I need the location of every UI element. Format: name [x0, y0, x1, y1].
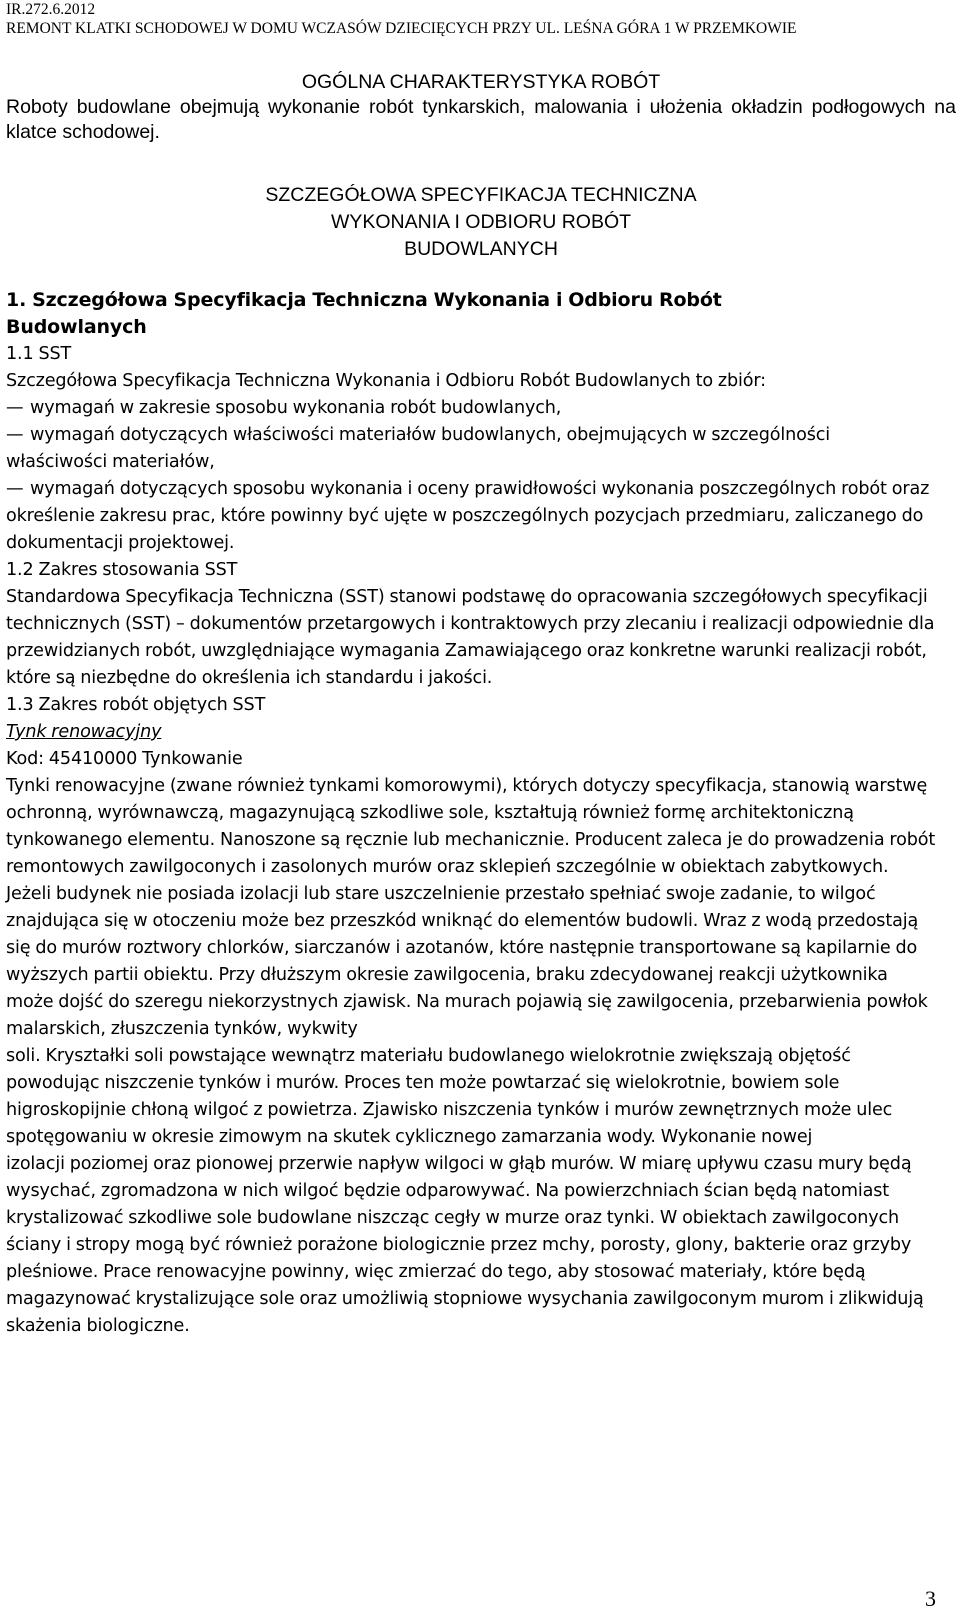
page-number: 3 — [925, 1586, 936, 1611]
requirement-text: wymagań w zakresie sposobu wykonania robót budowlanych, — [30, 398, 562, 418]
section-1-heading: 1. Szczegółowa Specyfikacja Techniczna Wykonania i Odbioru Robót Budowlanych — [6, 289, 722, 338]
project-title: REMONT KLATKI SCHODOWEJ W DOMU WCZASÓW DZIECIĘCYCH PRZY UL. LEŚNA GÓRA 1 W PRZEMKOWIE — [6, 20, 797, 37]
requirement-item — [6, 476, 936, 557]
dash-marker: — — [6, 425, 24, 445]
requirement-text: wymagań dotyczących właściwości materiałów budowlanych, obejmujących w szczególności właściwości materiałów, — [6, 425, 830, 472]
subsection-1-2-title: 1.2 Zakres stosowania SST — [6, 560, 238, 580]
dash-marker: — — [6, 398, 24, 418]
paragraph-1: Tynki renowacyjne (zwane również tynkami komorowymi), których dotyczy specyfikacja, stanowią warstwę ochronną, wyrównawczą, magazynującą szkodliwe sole, kształtują również formę architektoniczną tynkowanego elementu. Nanoszone są ręcznie lub mechanicznie. Producent zaleca je do prowadzenia robót remontowych zawilgoconych i zasolonych murów oraz sklepień szczególnie w obiektach zabytkowych. — [6, 776, 936, 877]
dash-marker: — — [6, 479, 24, 499]
sst-title — [6, 182, 956, 263]
subsection-1-1-title: 1.1 SST — [6, 344, 72, 364]
paragraph-4: izolacji poziomej oraz pionowej przerwie napływ wilgoci w głąb murów. W miarę upływu czasu mury będą wysychać, zgromadzona w nich wilgoć będzie odparowywać. Na powierzchniach ścian będą natomiast krystalizować szkodliwe sole budowlane niszcząc cegły w murze oraz tynki. W obiektach zawilgoconych ściany i stropy mogą być również porażone biologicznie przez mchy, porosty, glony, bakterie oraz grzyby pleśniowe. Prace renowacyjne powinny, więc zmierzać do tego, aby stosować materiały, które będą magazynować krystalizujące sole oraz umożliwią stopniowe wysychania zawilgoconym murom i zlikwidują skażenia biologiczne. — [6, 1154, 924, 1336]
requirement-item — [6, 422, 936, 476]
paragraph-3: soli. Kryształki soli powstające wewnątrz materiału budowlanego wielokrotnie zwiększają objętość powodując niszczenie tynków i murów. Proces ten może powtarzać się wielokrotnie, bowiem sole higroskopijnie chłoną wilgoć z powietrza. Zjawisko niszczenia tynków i murów zewnętrznych może ulec spotęgowaniu w okresie zimowym na skutek cyklicznego zamarzania wody. Wykonanie nowej — [6, 1046, 893, 1147]
document-reference: IR.272.6.2012 — [6, 1, 96, 18]
requirement-text: wymagań dotyczących sposobu wykonania i oceny prawidłowości wykonania poszczególnych robót oraz określenie zakresu prac, które powinny być ujęte w poszczególnych pozycjach przedmiaru, zaliczanego do dokumentacji projektowej. — [6, 479, 930, 553]
work-item-code: Kod: 45410000 Tynkowanie — [6, 749, 243, 769]
subsection-1-1-intro: Szczegółowa Specyfikacja Techniczna Wykonania i Odbioru Robót Budowlanych to zbiór: — [6, 371, 766, 391]
sst-title-line3: BUDOWLANYCH — [404, 238, 558, 260]
subsection-1-3-title: 1.3 Zakres robót objętych SST — [6, 695, 266, 715]
paragraph-2: Jeżeli budynek nie posiada izolacji lub stare uszczelnienie przestało spełniać swoje zadanie, to wilgoć znajdująca się w otoczeniu może bez przeszkód wniknąć do elementów budowli. Wraz z wodą przedostają się do murów roztwory chlorków, siarczanów i azotanów, które następnie transportowane są kapilarnie do wyższych partii obiektu. Przy dłuższym okresie zawilgocenia, braku zdecydowanej reakcji użytkownika może dojść do szeregu niekorzystnych zjawisk. Na murach pojawią się zawilgocenia, przebarwienia powłok malarskich, złuszczenia tynków, wykwity — [6, 884, 928, 1039]
work-item-title: Tynk renowacyjny — [6, 722, 162, 742]
section-1 — [6, 287, 936, 1340]
sst-title-line2: WYKONANIA I ODBIORU ROBÓT — [330, 211, 632, 233]
general-text: Roboty budowlane obejmują wykonanie robót tynkarskich, malowania i ułożenia okładzin podłogowych na klatce schodowej. — [6, 96, 956, 143]
requirement-item — [6, 395, 936, 422]
general-title: OGÓLNA CHARAKTERYSTYKA ROBÓT — [301, 71, 661, 93]
page-header — [6, 0, 956, 38]
sst-title-line1: SZCZEGÓŁOWA SPECYFIKACJA TECHNICZNA — [265, 184, 697, 206]
general-section — [6, 70, 956, 145]
subsection-1-2-text: Standardowa Specyfikacja Techniczna (SST) stanowi podstawę do opracowania szczegółowych specyfikacji technicznych (SST) – dokumentów przetargowych i kontraktowych przy zlecaniu i realizacji odpowiednie dla przewidzianych robót, uwzględniające wymagania Zamawiającego oraz konkretne warunki realizacji robót, które są niezbędne do określenia ich standardu i jakości. — [6, 587, 935, 688]
